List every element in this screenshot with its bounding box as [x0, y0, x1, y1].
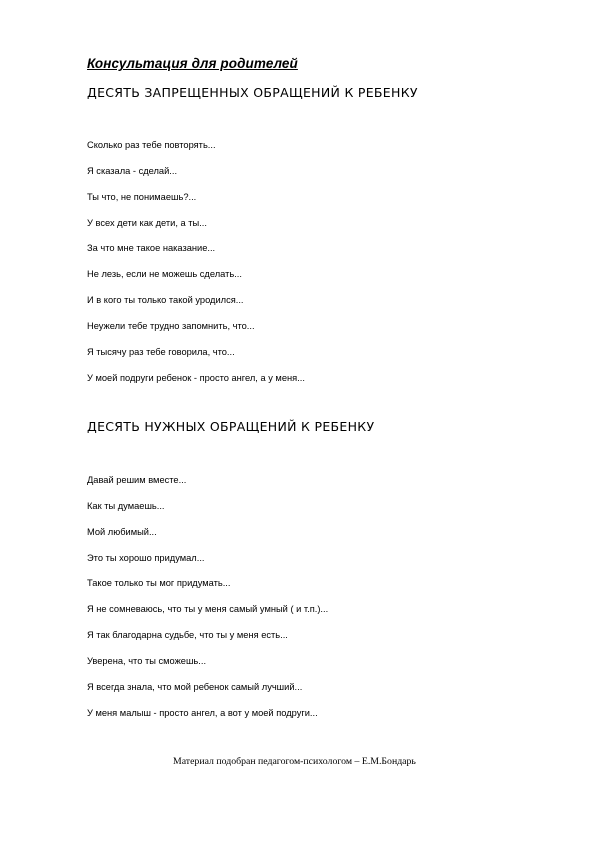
- section-heading-recommended: ДЕСЯТЬ НУЖНЫХ ОБРАЩЕНИЙ К РЕБЕНКУ: [87, 419, 375, 434]
- list-item: Я сказала - сделай...: [87, 165, 178, 176]
- forbidden-phrases-list: [87, 139, 305, 397]
- list-item: Уверена, что ты сможешь...: [87, 655, 207, 666]
- author-credit: Материал подобран педагогом-психологом – Е.М.Бондарь: [173, 756, 416, 767]
- list-item: Я не сомневаюсь, что ты у меня самый умный ( и т.п.)...: [87, 604, 329, 615]
- list-item: Я тысячу раз тебе говорила, что...: [87, 346, 235, 357]
- list-item: Как ты думаешь...: [87, 500, 165, 511]
- list-item: И в кого ты только такой уродился...: [87, 295, 244, 306]
- list-item: Такое только ты мог придумать...: [87, 578, 231, 589]
- list-item: Я так благодарна судьбе, что ты у меня есть...: [87, 630, 288, 641]
- list-item: Я всегда знала, что мой ребенок самый лучший...: [87, 681, 303, 692]
- list-item: Неужели тебе трудно запомнить, что...: [87, 320, 255, 331]
- list-item: Не лезь, если не можешь сделать...: [87, 269, 242, 280]
- list-item: Мой любимый...: [87, 526, 157, 537]
- list-item: Это ты хорошо придумал...: [87, 552, 205, 563]
- list-item: За что мне такое наказание...: [87, 243, 216, 254]
- list-item: У моей подруги ребенок - просто ангел, а у меня...: [87, 372, 305, 383]
- list-item: Давай решим вместе...: [87, 475, 187, 485]
- list-item: У меня малыш - просто ангел, а вот у моей подруги...: [87, 707, 318, 718]
- recommended-phrases-list: [87, 474, 328, 732]
- list-item: Ты что, не понимаешь?...: [87, 191, 197, 202]
- list-item: У всех дети как дети, а ты...: [87, 217, 207, 228]
- document-title: Консультация для родителей: [87, 56, 298, 71]
- section-heading-forbidden: ДЕСЯТЬ ЗАПРЕЩЕННЫХ ОБРАЩЕНИЙ К РЕБЕНКУ: [87, 85, 418, 100]
- list-item: Сколько раз тебе повторять...: [87, 140, 216, 150]
